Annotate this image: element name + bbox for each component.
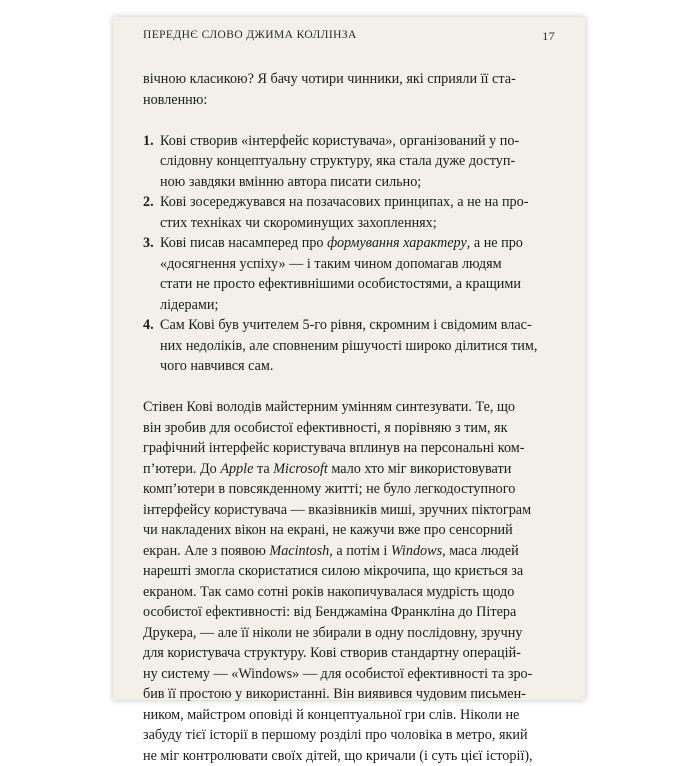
text-line: стати не просто ефективнішими особистостями, а кращими — [143, 274, 559, 295]
text-line: вічною класикою? Я бачу чотири чинники, які сприяли її ста- — [143, 69, 559, 90]
text-line: екран. Але з появою Macintosh, а потім і Windows, маса людей — [143, 541, 559, 562]
text-line: лідерами; — [143, 295, 559, 316]
text-line: комп’ютери в повсякденному житті; не було легкодоступного — [143, 479, 559, 500]
text-line: Кові писав насамперед про — [160, 235, 327, 251]
italic-apple: Apple — [220, 461, 253, 477]
text-line: , а не про — [467, 235, 523, 251]
text-line: ною завдяки вмінню автора писати сильно; — [143, 172, 559, 193]
text-line: Сам Кові був учителем 5-го рівня, скромним і свідомим влас- — [160, 317, 532, 333]
list-number: 2. — [143, 192, 160, 213]
text-line: нарешті змогла скористатися силою мікрочипа, що криється за — [143, 561, 559, 582]
italic-windows: Windows — [391, 543, 442, 559]
chapter-title: ПЕРЕДНЄ СЛОВО ДЖИМА КОЛЛІНЗА — [143, 29, 357, 41]
list-item-4 — [143, 315, 559, 336]
list-item-3 — [143, 233, 559, 254]
text-line: чого навчився сам. — [143, 356, 559, 377]
text-line: слідовну концептуальну структуру, яка стала дуже доступ- — [143, 151, 559, 172]
list-number: 4. — [143, 315, 160, 336]
text-line: ником, майстром оповіді й концептуальної гри слів. Ніколи не — [143, 705, 559, 726]
text-line: для користувача структуру. Кові створив стандартну операцій- — [143, 643, 559, 664]
book-page — [113, 17, 585, 700]
list-item-2 — [143, 192, 559, 213]
list-number: 3. — [143, 233, 160, 254]
italic-phrase: формування характеру — [327, 235, 467, 251]
italic-microsoft: Microsoft — [273, 461, 328, 477]
text-line: інтерфейсу користувача — вказівників миші, зручних піктограм — [143, 500, 559, 521]
text-line: особистої ефективності: від Бенджаміна Франкліна до Пітера — [143, 602, 559, 623]
text-line: п’ютери. До Apple та Microsoft мало хто міг використовувати — [143, 459, 559, 480]
text-line: ну систему — «Windows» — для особистої ефективності та зро- — [143, 664, 559, 685]
text-line: не міг контролювати своїх дітей, що кричали (і суть цієї історії), — [143, 746, 559, 766]
text-line: Друкера, — але її ніколи не збирали в одну послідовну, зручну — [143, 623, 559, 644]
text-line: Кові зосереджувався на позачасових принципах, а не на про- — [160, 194, 528, 210]
italic-macintosh: Macintosh — [269, 543, 329, 559]
text-line: Кові створив «інтерфейс користувача», організований у по- — [160, 133, 519, 149]
list-item-1 — [143, 131, 559, 152]
text-line: Стівен Кові володів майстерним умінням синтезувати. Те, що — [143, 397, 559, 418]
page-body — [143, 69, 559, 766]
text-line: екраном. Так само сотні років накопичувалася мудрість щодо — [143, 582, 559, 603]
text-line: новленню: — [143, 90, 559, 111]
page-number: 17 — [542, 29, 555, 44]
text-line: він зробив для особистої ефективності, я порівняю з тим, як — [143, 418, 559, 439]
text-line: графічний інтерфейс користувача вплинув на персональні ком- — [143, 438, 559, 459]
list-number: 1. — [143, 131, 160, 152]
text-line: них недоліків, але сповненим рішучості широко ділитися тим, — [143, 336, 559, 357]
text-line: забуду тієї історії в першому розділі про чоловіка в метро, який — [143, 725, 559, 746]
text-line: стих техніках чи скороминущих захопленнях; — [143, 213, 559, 234]
text-line: чи накладених вікон на екрані, не кажучи вже про сенсорний — [143, 520, 559, 541]
text-line: бив її простою у використанні. Він виявився чудовим письмен- — [143, 684, 559, 705]
text-line: «досягнення успіху» — і таким чином допомагав людям — [143, 254, 559, 275]
